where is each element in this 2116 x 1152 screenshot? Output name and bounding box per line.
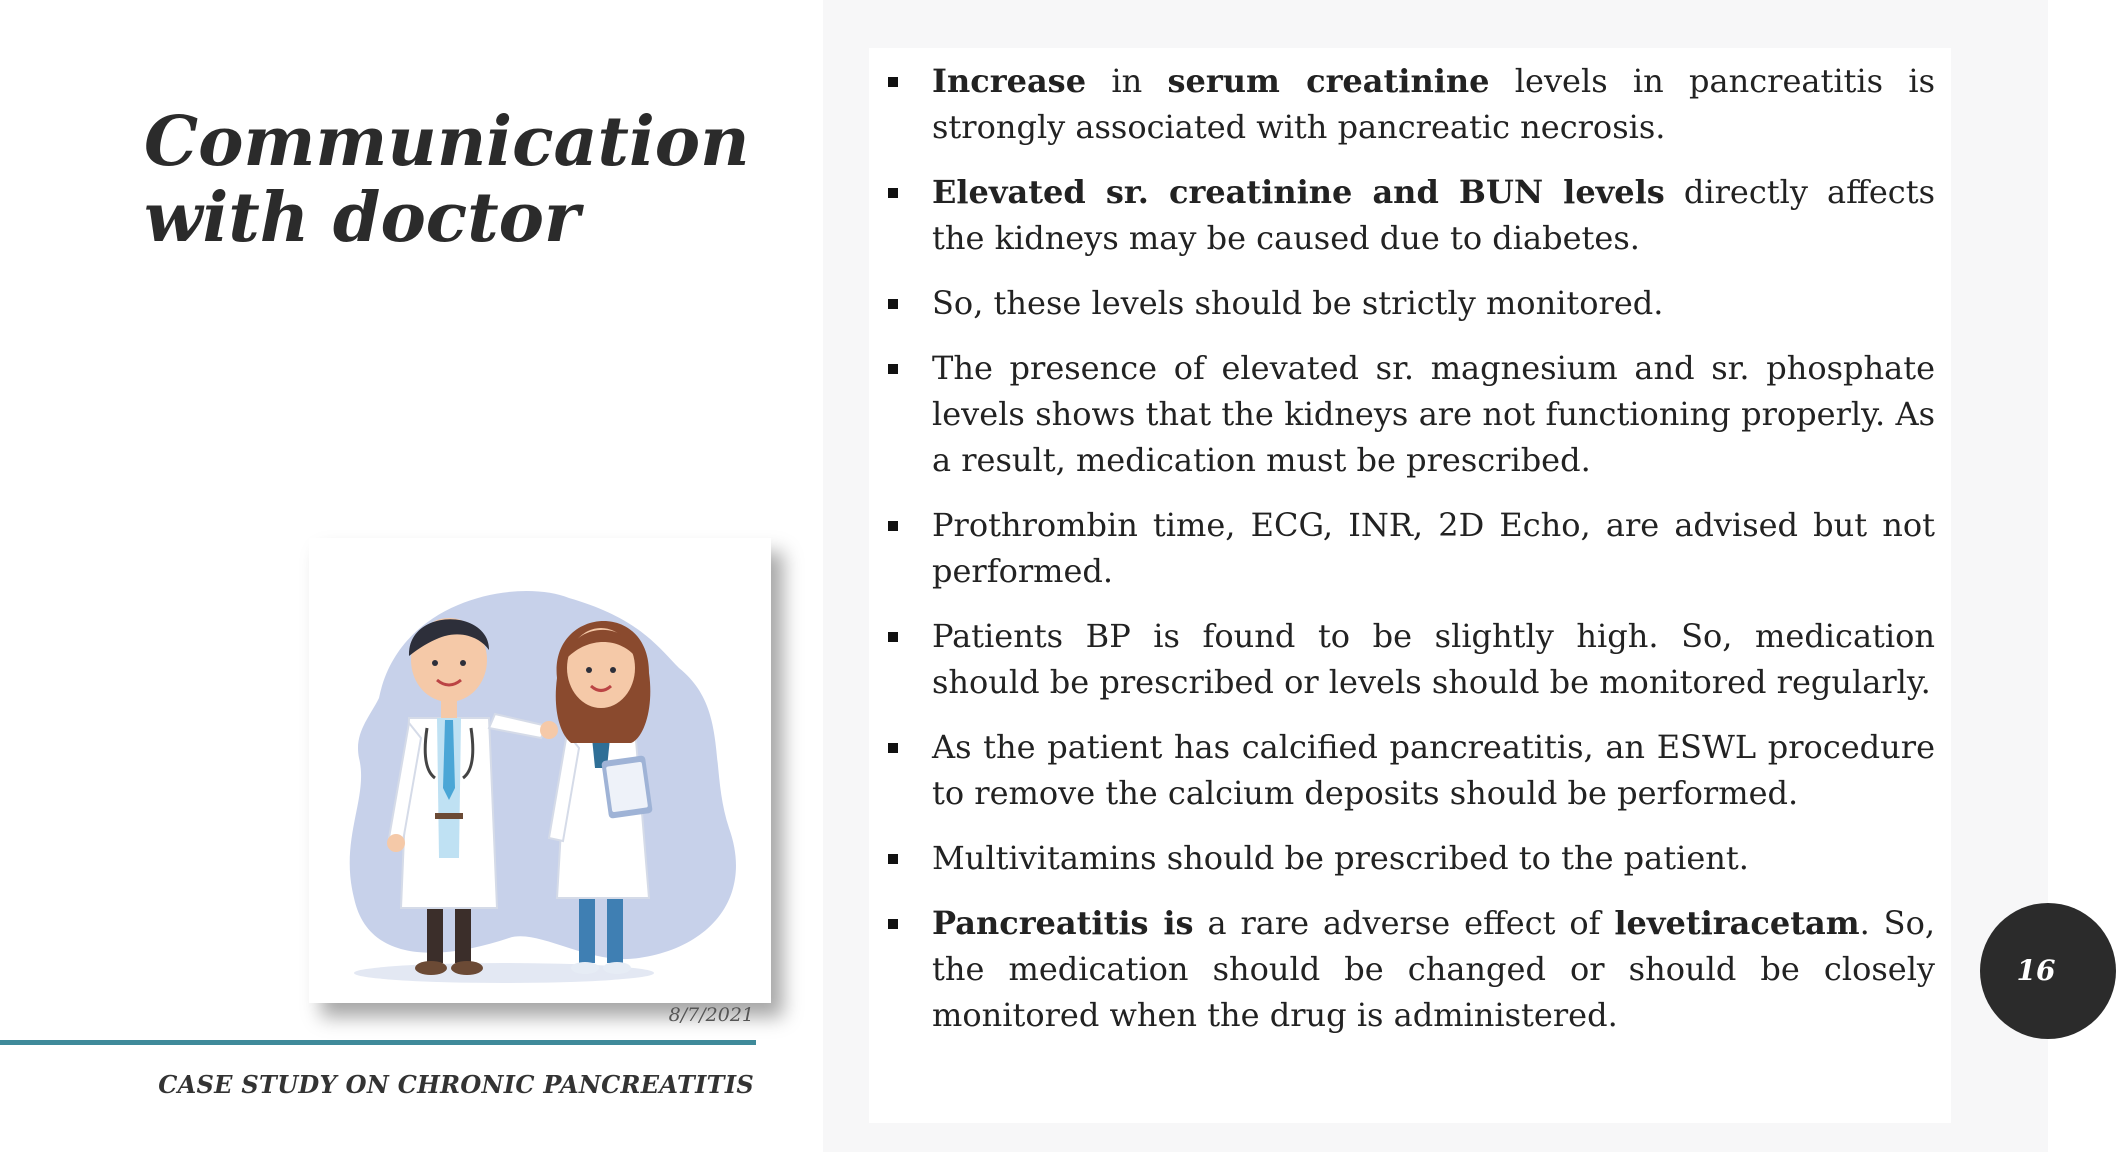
page-number: 16 [2016, 954, 2056, 987]
bullet-item [869, 502, 1951, 594]
bullet-list [869, 58, 1951, 1057]
two-doctors-illustration-icon [309, 538, 771, 1003]
square-bullet-icon [888, 632, 898, 642]
title-line-1: Communication [144, 102, 750, 182]
bullet-text: in [1086, 62, 1168, 100]
bullet-item [869, 613, 1951, 705]
bullet-text: Prothrombin time, ECG, INR, 2D Echo, are advised but not performed. [932, 506, 1935, 590]
bullet-text: directly affects the kidneys may be caused due to diabetes. [932, 173, 1936, 257]
square-bullet-icon [888, 854, 898, 864]
bold-text: Pancreatitis is [932, 904, 1194, 942]
bullet-text: levels in pancreatitis is strongly associated with pancreatic necrosis. [932, 62, 1936, 146]
bullet-item [869, 724, 1951, 816]
slide-date: 8/7/2021 [668, 1004, 754, 1026]
bold-text: Increase [932, 62, 1087, 100]
square-bullet-icon [888, 521, 898, 531]
bullet-text: The presence of elevated sr. magnesium and sr. phosphate levels shows that the kidneys are not functioning properly. As a result, medication must be prescribed. [932, 349, 1935, 479]
square-bullet-icon [888, 743, 898, 753]
content-card [869, 48, 1951, 1123]
bullet-item [869, 835, 1951, 881]
square-bullet-icon [888, 364, 898, 374]
bullet-text: a rare adverse effect of [1193, 904, 1615, 942]
slide-title [144, 104, 784, 256]
bullet-text: Patients BP is found to be slightly high. So, medication should be prescribed or levels should be monitored regularly. [932, 617, 1935, 701]
bullet-text: So, these levels should be strictly monitored. [932, 284, 1664, 322]
bold-text: Elevated sr. creatinine and BUN levels [932, 173, 1665, 211]
page-number-badge [1980, 903, 2116, 1039]
bold-text: levetiracetam [1614, 904, 1860, 942]
bullet-text: Multivitamins should be prescribed to the patient. [932, 839, 1749, 877]
title-line-2: with doctor [144, 178, 580, 258]
bullet-item [869, 280, 1951, 326]
bullet-item [869, 169, 1951, 261]
accent-divider [0, 1040, 756, 1045]
bold-text: serum creatinine [1167, 62, 1490, 100]
square-bullet-icon [888, 188, 898, 198]
bullet-item [869, 58, 1951, 150]
bullet-text: . So, the medication should be changed or should be closely monitored when the drug is administered. [932, 904, 1936, 1034]
doctors-illustration [309, 538, 771, 1003]
square-bullet-icon [888, 77, 898, 87]
square-bullet-icon [888, 299, 898, 309]
bullet-item [869, 900, 1951, 1038]
bullet-item [869, 345, 1951, 483]
bullet-text: As the patient has calcified pancreatitis, an ESWL procedure to remove the calcium deposits should be performed. [932, 728, 1935, 812]
square-bullet-icon [888, 919, 898, 929]
slide-footer: CASE STUDY ON CHRONIC PANCREATITIS [158, 1070, 754, 1099]
